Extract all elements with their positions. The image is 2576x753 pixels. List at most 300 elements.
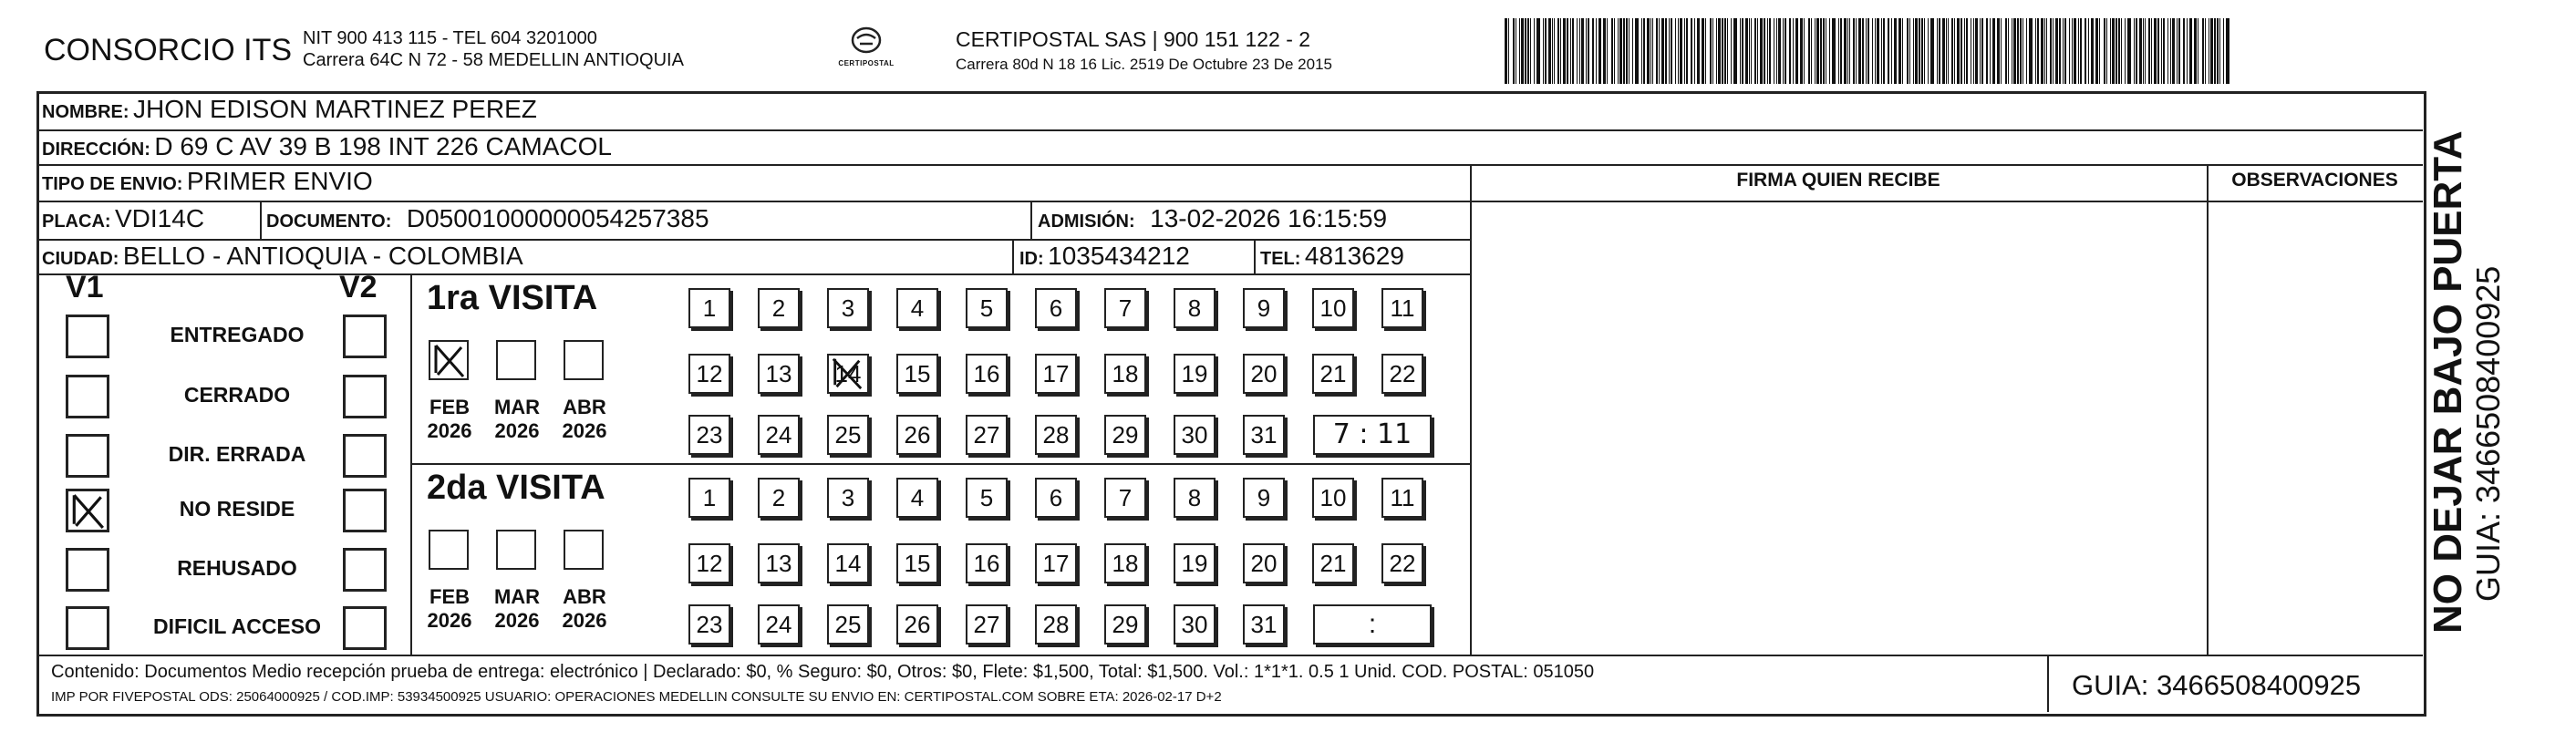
day-box[interactable]: 2: [758, 478, 800, 518]
barcode-bar: [2050, 18, 2052, 84]
barcode-bar: [1898, 18, 1901, 84]
barcode-bar: [1596, 18, 1597, 84]
barcode-bar: [1650, 18, 1651, 84]
barcode-bar: [1902, 18, 1903, 84]
day-box[interactable]: 7: [1104, 288, 1146, 328]
nombre-row: [42, 95, 537, 124]
day-box[interactable]: 31: [1243, 604, 1285, 645]
barcode-bar: [2074, 18, 2076, 84]
day-box[interactable]: 15: [896, 354, 938, 394]
v2-checkbox[interactable]: [343, 315, 387, 358]
day-box[interactable]: 28: [1035, 604, 1077, 645]
observaciones-header: OBSERVACIONES: [2231, 170, 2398, 191]
carrier-address-line: Carrera 80d N 18 16 Lic. 2519 De Octubre 23 De 2015: [956, 56, 1332, 73]
month-checkbox[interactable]: [564, 340, 604, 380]
barcode-bar: [1513, 18, 1515, 84]
day-box[interactable]: 3: [827, 478, 869, 518]
day-box[interactable]: 11: [1381, 288, 1423, 328]
barcode-bar: [1716, 18, 1717, 84]
barcode-bar: [1832, 18, 1836, 84]
day-box[interactable]: 30: [1174, 415, 1216, 455]
v2-checkbox[interactable]: [343, 489, 387, 532]
day-box[interactable]: 28: [1035, 415, 1077, 455]
barcode-bar: [1981, 18, 1983, 84]
barcode-bar: [2127, 18, 2131, 84]
placa-value: VDI14C: [115, 204, 205, 232]
day-box[interactable]: 21: [1312, 354, 1354, 394]
carrier-info: [956, 27, 1332, 74]
day-box[interactable]: 24: [758, 415, 800, 455]
day-box[interactable]: 20: [1243, 543, 1285, 583]
barcode-bar: [2069, 18, 2070, 84]
barcode-bar: [2017, 18, 2019, 84]
footer-contents-line: Contenido: Documentos Medio recepción prueba de entrega: electrónico | Declarado: $0, % Seguro: $0, Otros: $0, Flete: $1,500, Total: $1,500. Vol.: 1*1*1. 0.5 1 Unid. COD. POSTAL: 051050: [51, 662, 1595, 682]
barcode-bar: [1534, 18, 1535, 84]
barcode-bar: [1823, 18, 1825, 84]
barcode-bar: [1997, 18, 2000, 84]
barcode-bar: [1811, 18, 1812, 84]
month-label: MAR 2026: [493, 585, 541, 632]
barcode-bar: [2008, 18, 2009, 84]
day-box[interactable]: 21: [1312, 543, 1354, 583]
day-box[interactable]: 4: [896, 478, 938, 518]
admision-label: ADMISIÓN:: [1038, 211, 1135, 232]
day-box[interactable]: 6: [1035, 288, 1077, 328]
certipostal-logo: [816, 26, 916, 67]
barcode-bar: [1853, 18, 1855, 84]
barcode-bar: [2005, 18, 2007, 84]
placa-label: PLACA:: [42, 211, 111, 232]
barcode-bar: [2059, 18, 2061, 84]
barcode-bar: [1808, 18, 1810, 84]
barcode-bar: [2055, 18, 2058, 84]
visit-hour-box[interactable]: 7 : 11: [1313, 415, 1432, 455]
day-box[interactable]: 19: [1174, 543, 1216, 583]
barcode-bar: [1563, 18, 1566, 84]
v1-checkbox[interactable]: [66, 548, 109, 592]
barcode-bar: [1588, 18, 1589, 84]
barcode-bar: [1858, 18, 1861, 84]
barcode-bar: [2091, 18, 2094, 84]
barcode-bar: [1727, 18, 1728, 84]
barcode-bar: [1702, 18, 1704, 84]
barcode-bar: [1954, 18, 1955, 84]
month-label: MAR 2026: [493, 396, 541, 442]
day-box[interactable]: 24: [758, 604, 800, 645]
barcode-bar: [1742, 18, 1743, 84]
barcode-bar: [1804, 18, 1805, 84]
barcode-bar: [1554, 18, 1555, 84]
status-option-label: DIR. ERRADA: [168, 442, 306, 466]
v1-checkbox[interactable]: [66, 434, 109, 478]
admision-value: 13-02-2026 16:15:59: [1150, 204, 1388, 232]
barcode-bar: [1536, 18, 1540, 84]
barcode-bar: [2202, 18, 2204, 84]
barcode-bar: [2080, 18, 2082, 84]
v1-header: V1: [66, 270, 104, 304]
barcode-bar: [2104, 18, 2105, 84]
barcode-bar: [2112, 18, 2115, 84]
barcode-bar: [2121, 18, 2122, 84]
barcode-bar: [1710, 18, 1712, 84]
barcode-bar: [1924, 18, 1925, 84]
day-box[interactable]: 15: [896, 543, 938, 583]
barcode-bar: [1603, 18, 1606, 84]
barcode-bar: [1795, 18, 1798, 84]
ciudad-label: CIUDAD:: [42, 249, 119, 269]
barcode-bar: [1656, 18, 1658, 84]
barcode-bar: [1665, 18, 1667, 84]
month-checkbox[interactable]: [496, 530, 536, 570]
day-box[interactable]: 22: [1381, 543, 1423, 583]
carrier-nit-line: CERTIPOSTAL SAS | 900 151 122 - 2: [956, 27, 1311, 51]
day-box[interactable]: 7: [1104, 478, 1146, 518]
day-box[interactable]: 25: [827, 415, 869, 455]
barcode-bar: [2037, 18, 2039, 84]
barcode-bar: [2125, 18, 2126, 84]
barcode-bar: [2143, 18, 2144, 84]
barcode-bar: [1894, 18, 1897, 84]
barcode-bar: [1946, 18, 1947, 84]
month-label: ABR 2026: [562, 396, 607, 442]
barcode-bar: [1731, 18, 1732, 84]
day-box[interactable]: 3: [827, 288, 869, 328]
barcode-bar: [2064, 18, 2066, 84]
barcode-bar: [1909, 18, 1910, 84]
barcode-bar: [1829, 18, 1830, 84]
barcode-bar: [1521, 18, 1524, 84]
barcode-bar: [1680, 18, 1682, 84]
barcode-bar: [1776, 18, 1777, 84]
day-box[interactable]: 23: [688, 415, 730, 455]
barcode-bar: [1694, 18, 1695, 84]
barcode-bar: [2118, 18, 2120, 84]
barcode-bar: [2099, 18, 2100, 84]
day-box[interactable]: 1: [688, 478, 730, 518]
day-box[interactable]: 18: [1104, 354, 1146, 394]
documento-value: D05001000000054257385: [406, 204, 709, 232]
barcode-bar: [2210, 18, 2213, 84]
barcode-bar: [1866, 18, 1867, 84]
footer-print-line: IMP POR FIVEPOSTAL ODS: 25064000925 / COD.IMP: 53934500925 USUARIO: OPERACIONES MEDELLIN CONSULTE SU ENVIO EN: CERTIPOSTAL.COM SOBRE ETA: 2026-02-17 D+2: [51, 689, 1222, 705]
day-box[interactable]: 26: [896, 604, 938, 645]
barcode-bar: [2116, 18, 2117, 84]
barcode-bar: [2226, 18, 2229, 84]
barcode-bar: [1581, 18, 1584, 84]
v1-checkbox[interactable]: [66, 489, 109, 532]
day-box[interactable]: 22: [1381, 354, 1423, 394]
day-box[interactable]: 12: [688, 354, 730, 394]
day-box[interactable]: 18: [1104, 543, 1146, 583]
barcode-bar: [1751, 18, 1752, 84]
barcode-bar: [1769, 18, 1771, 84]
id-label: ID:: [1019, 249, 1044, 269]
barcode-bar: [1508, 18, 1509, 84]
checkmark-x-icon: [430, 342, 467, 378]
barcode-bar: [1607, 18, 1608, 84]
day-box[interactable]: 20: [1243, 354, 1285, 394]
barcode-bar: [1697, 18, 1700, 84]
barcode-bar: [1552, 18, 1553, 84]
ciudad-value: BELLO - ANTIOQUIA - COLOMBIA: [122, 242, 523, 270]
barcode-bar: [1669, 18, 1670, 84]
barcode-bar: [1705, 18, 1706, 84]
barcode-bar: [1754, 18, 1756, 84]
barcode-bar: [1951, 18, 1953, 84]
barcode-bar: [1844, 18, 1847, 84]
barcode-bar: [2106, 18, 2107, 84]
barcode-bar: [1783, 18, 1784, 84]
barcode-bar: [1527, 18, 1529, 84]
barcode-bar: [1877, 18, 1879, 84]
barcode-bar: [2183, 18, 2185, 84]
tel-label: TEL:: [1260, 249, 1301, 269]
barcode-bar: [1749, 18, 1750, 84]
barcode-bar: [1937, 18, 1938, 84]
day-box[interactable]: 11: [1381, 478, 1423, 518]
barcode-bar: [1964, 18, 1965, 84]
status-option-label: NO RESIDE: [179, 497, 295, 521]
day-box[interactable]: 25: [827, 604, 869, 645]
day-box[interactable]: 8: [1174, 288, 1216, 328]
day-box[interactable]: 29: [1104, 604, 1146, 645]
barcode-bar: [1643, 18, 1645, 84]
barcode-bar: [1840, 18, 1842, 84]
barcode-bar: [1686, 18, 1688, 84]
barcode-bar: [1778, 18, 1781, 84]
barcode-bar: [1740, 18, 1741, 84]
barcode-bar: [2046, 18, 2047, 84]
company-nit-line: NIT 900 413 115 - TEL 604 3201000: [303, 28, 597, 48]
barcode-bar: [1930, 18, 1934, 84]
nombre-value: JHON EDISON MARTINEZ PEREZ: [133, 95, 537, 123]
barcode-bar: [1881, 18, 1882, 84]
direccion-value: D 69 C AV 39 B 198 INT 226 CAMACOL: [154, 132, 612, 160]
barcode-bar: [1872, 18, 1873, 84]
day-box[interactable]: 17: [1035, 354, 1077, 394]
barcode-bar: [1760, 18, 1763, 84]
status-option-label: DIFICIL ACCESO: [152, 614, 321, 638]
day-box[interactable]: 27: [966, 604, 1008, 645]
day-box[interactable]: 5: [966, 288, 1008, 328]
day-box[interactable]: 12: [688, 543, 730, 583]
tipo-envio-value: PRIMER ENVIO: [186, 167, 373, 195]
barcode-bar: [1712, 18, 1713, 84]
barcode-bar: [1764, 18, 1765, 84]
barcode-bar: [2063, 18, 2064, 84]
barcode-bar: [1948, 18, 1949, 84]
barcode-bar: [1530, 18, 1531, 84]
day-box[interactable]: 4: [896, 288, 938, 328]
barcode-bar: [2035, 18, 2036, 84]
barcode-bar: [1691, 18, 1692, 84]
barcode-bar: [1623, 18, 1625, 84]
v2-checkbox[interactable]: [343, 548, 387, 592]
day-box[interactable]: 10: [1312, 478, 1354, 518]
barcode-bar: [1867, 18, 1869, 84]
day-box[interactable]: 8: [1174, 478, 1216, 518]
barcode-bar: [1990, 18, 1991, 84]
barcode-bar: [2044, 18, 2045, 84]
barcode-bar: [1614, 18, 1615, 84]
barcode-bar: [2085, 18, 2086, 84]
v1-checkbox[interactable]: [66, 606, 109, 650]
v2-checkbox[interactable]: [343, 606, 387, 650]
barcode-bar: [1592, 18, 1594, 84]
barcode-bar: [2151, 18, 2152, 84]
barcode-bar: [1986, 18, 1988, 84]
barcode-bar: [1545, 18, 1547, 84]
v1-checkbox[interactable]: [66, 375, 109, 418]
barcode-bar: [2139, 18, 2142, 84]
barcode-bar: [1847, 18, 1848, 84]
barcode-bar: [1557, 18, 1559, 84]
barcode-bar: [1919, 18, 1920, 84]
barcode-bar: [1579, 18, 1580, 84]
barcode-bar: [2154, 18, 2157, 84]
logo-icon: [848, 26, 885, 57]
v2-checkbox[interactable]: [343, 434, 387, 478]
day-box[interactable]: 17: [1035, 543, 1077, 583]
day-box[interactable]: 16: [966, 354, 1008, 394]
logo-text: CERTIPOSTAL: [838, 59, 895, 67]
barcode-bar: [1875, 18, 1876, 84]
day-box[interactable]: 29: [1104, 415, 1146, 455]
day-box[interactable]: 16: [966, 543, 1008, 583]
barcode-bar: [1888, 18, 1889, 84]
v2-checkbox[interactable]: [343, 375, 387, 418]
barcode-bar: [1973, 18, 1974, 84]
month-checkbox[interactable]: [564, 530, 604, 570]
barcode-bar: [2053, 18, 2054, 84]
ciudad-field: [42, 242, 523, 271]
barcode-bar: [1789, 18, 1791, 84]
barcode-bar: [2148, 18, 2150, 84]
day-box[interactable]: 14: [827, 354, 869, 394]
month-checkbox[interactable]: [496, 340, 536, 380]
barcode-bar: [1913, 18, 1914, 84]
barcode-bar: [1611, 18, 1613, 84]
month-checkbox[interactable]: [429, 530, 469, 570]
nombre-label: NOMBRE:: [42, 102, 129, 122]
day-box[interactable]: 1: [688, 288, 730, 328]
barcode-bar: [1684, 18, 1685, 84]
day-box[interactable]: 26: [896, 415, 938, 455]
day-box[interactable]: 13: [758, 543, 800, 583]
barcode-bar: [2020, 18, 2022, 84]
barcode-bar: [1570, 18, 1571, 84]
status-option-label: CERRADO: [183, 383, 291, 407]
no-dejar-bajo-puerta: NO DEJAR BAJO PUERTA: [2426, 130, 2470, 634]
day-box[interactable]: 2: [758, 288, 800, 328]
barcode-bar: [1975, 18, 1978, 84]
barcode-bar: [2223, 18, 2224, 84]
second-visit-title: 2da VISITA: [427, 469, 605, 507]
barcode-bar: [2157, 18, 2159, 84]
barcode-bar: [1678, 18, 1679, 84]
footer-guia: GUIA: 3466508400925: [2072, 669, 2362, 701]
barcode-bar: [1659, 18, 1660, 84]
barcode-bar: [1921, 18, 1923, 84]
barcode-bar: [2178, 18, 2180, 84]
barcode-bar: [1980, 18, 1981, 84]
day-box[interactable]: 6: [1035, 478, 1077, 518]
barcode-bar: [1641, 18, 1642, 84]
barcode-bar: [2029, 18, 2033, 84]
barcode-bar: [2219, 18, 2220, 84]
barcode-bar: [1849, 18, 1850, 84]
barcode-bar: [2041, 18, 2043, 84]
barcode-bar: [1960, 18, 1962, 84]
barcode-bar: [1548, 18, 1551, 84]
barcode-bar: [2078, 18, 2079, 84]
barcode-bar: [2161, 18, 2162, 84]
month-label: ABR 2026: [562, 585, 607, 632]
day-box[interactable]: 31: [1243, 415, 1285, 455]
barcode-bar: [1525, 18, 1526, 84]
direccion-label: DIRECCIÓN:: [42, 139, 150, 160]
day-box[interactable]: 13: [758, 354, 800, 394]
barcode-bar: [2001, 18, 2002, 84]
month-checkbox[interactable]: [429, 340, 469, 380]
barcode-bar: [1907, 18, 1909, 84]
barcode-bar: [1572, 18, 1574, 84]
barcode-bar: [2163, 18, 2165, 84]
barcode-bar: [1567, 18, 1568, 84]
firma-header: FIRMA QUIEN RECIBE: [1736, 170, 1940, 191]
day-box[interactable]: 27: [966, 415, 1008, 455]
barcode-bar: [2013, 18, 2016, 84]
day-box[interactable]: 14: [827, 543, 869, 583]
barcode-bar: [2134, 18, 2135, 84]
status-option-label: REHUSADO: [177, 556, 297, 580]
barcode-bar: [1957, 18, 1960, 84]
barcode-bar: [2136, 18, 2137, 84]
barcode-bar: [2072, 18, 2073, 84]
visit-hour-box[interactable]: :: [1313, 604, 1432, 645]
barcode-bar: [2214, 18, 2216, 84]
barcode-bar: [1519, 18, 1520, 84]
day-box[interactable]: 9: [1243, 288, 1285, 328]
day-box[interactable]: 30: [1174, 604, 1216, 645]
day-box[interactable]: 23: [688, 604, 730, 645]
placa-field: [42, 204, 204, 233]
day-box[interactable]: 19: [1174, 354, 1216, 394]
barcode-bar: [1816, 18, 1819, 84]
documento-field: [266, 204, 709, 233]
barcode-bar: [2189, 18, 2192, 84]
barcode-bar: [2170, 18, 2171, 84]
day-box[interactable]: 5: [966, 478, 1008, 518]
direccion-row: [42, 132, 612, 161]
barcode-bar: [2205, 18, 2206, 84]
barcode-bar: [1757, 18, 1758, 84]
day-box[interactable]: 9: [1243, 478, 1285, 518]
company-name: CONSORCIO ITS: [44, 33, 293, 67]
barcode-bar: [1793, 18, 1794, 84]
barcode-bar: [1722, 18, 1723, 84]
barcode-bar: [1939, 18, 1940, 84]
barcode-bar: [2095, 18, 2098, 84]
barcode-bar: [1671, 18, 1672, 84]
day-box[interactable]: 10: [1312, 288, 1354, 328]
barcode-bar: [1785, 18, 1786, 84]
barcode-bar: [1598, 18, 1601, 84]
barcode-bar: [1928, 18, 1929, 84]
barcode-bar: [1883, 18, 1885, 84]
v1-checkbox[interactable]: [66, 315, 109, 358]
barcode: [1505, 18, 2234, 84]
